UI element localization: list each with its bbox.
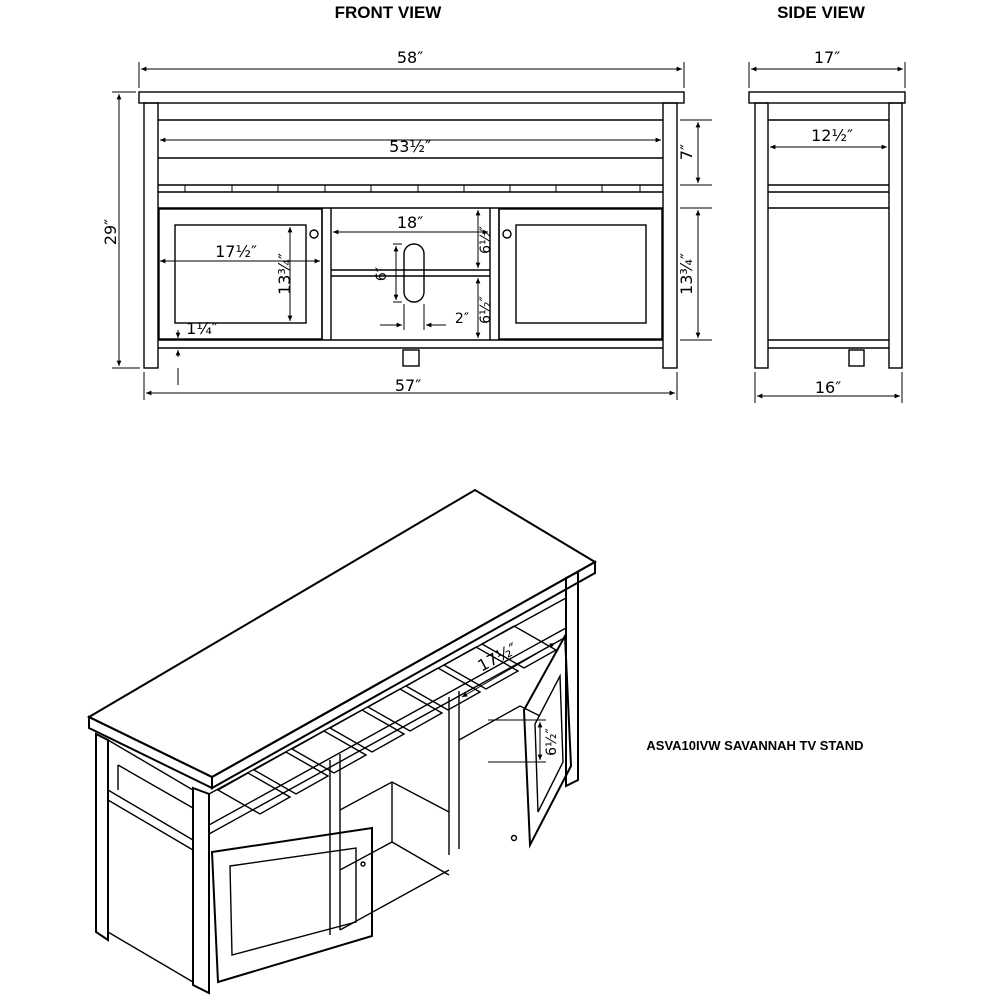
dim-door-height-right: 13¾″ [677, 253, 696, 295]
dim-top-opening-height: 7″ [677, 143, 696, 161]
dim-base-width: 57″ [394, 376, 422, 395]
isometric-view-drawing [89, 490, 595, 993]
dim-base-depth: 16″ [814, 378, 842, 397]
product-caption: ASVA10IVW SAVANNAH TV STAND [646, 738, 864, 753]
dim-door-gap: 1¼″ [186, 319, 218, 338]
dim-iso-shelf-depth: 17½″ [474, 638, 521, 676]
side-view-drawing [749, 62, 905, 403]
front-view-title: FRONT VIEW [334, 3, 442, 22]
dim-upper-shelf-gap: 6½″ [478, 226, 494, 254]
dim-center-opening-width: 18″ [396, 213, 424, 232]
dim-top-depth: 17″ [813, 48, 841, 67]
dim-door-height-left: 13¾″ [275, 253, 294, 295]
dim-door-panel-width: 17½″ [215, 242, 257, 261]
dim-cord-hole-height: 6″ [374, 266, 390, 282]
dim-overall-height: 29″ [101, 218, 120, 246]
dim-lower-shelf-gap: 6½″ [478, 296, 494, 324]
side-view-title: SIDE VIEW [777, 3, 865, 22]
dim-iso-shelf-height: 6½″ [544, 728, 560, 756]
dim-inner-depth: 12½″ [811, 126, 853, 145]
dim-cord-hole-width: 2″ [454, 311, 470, 327]
dim-top-opening-width: 53½″ [389, 137, 431, 156]
dim-overall-width: 58″ [396, 48, 424, 67]
